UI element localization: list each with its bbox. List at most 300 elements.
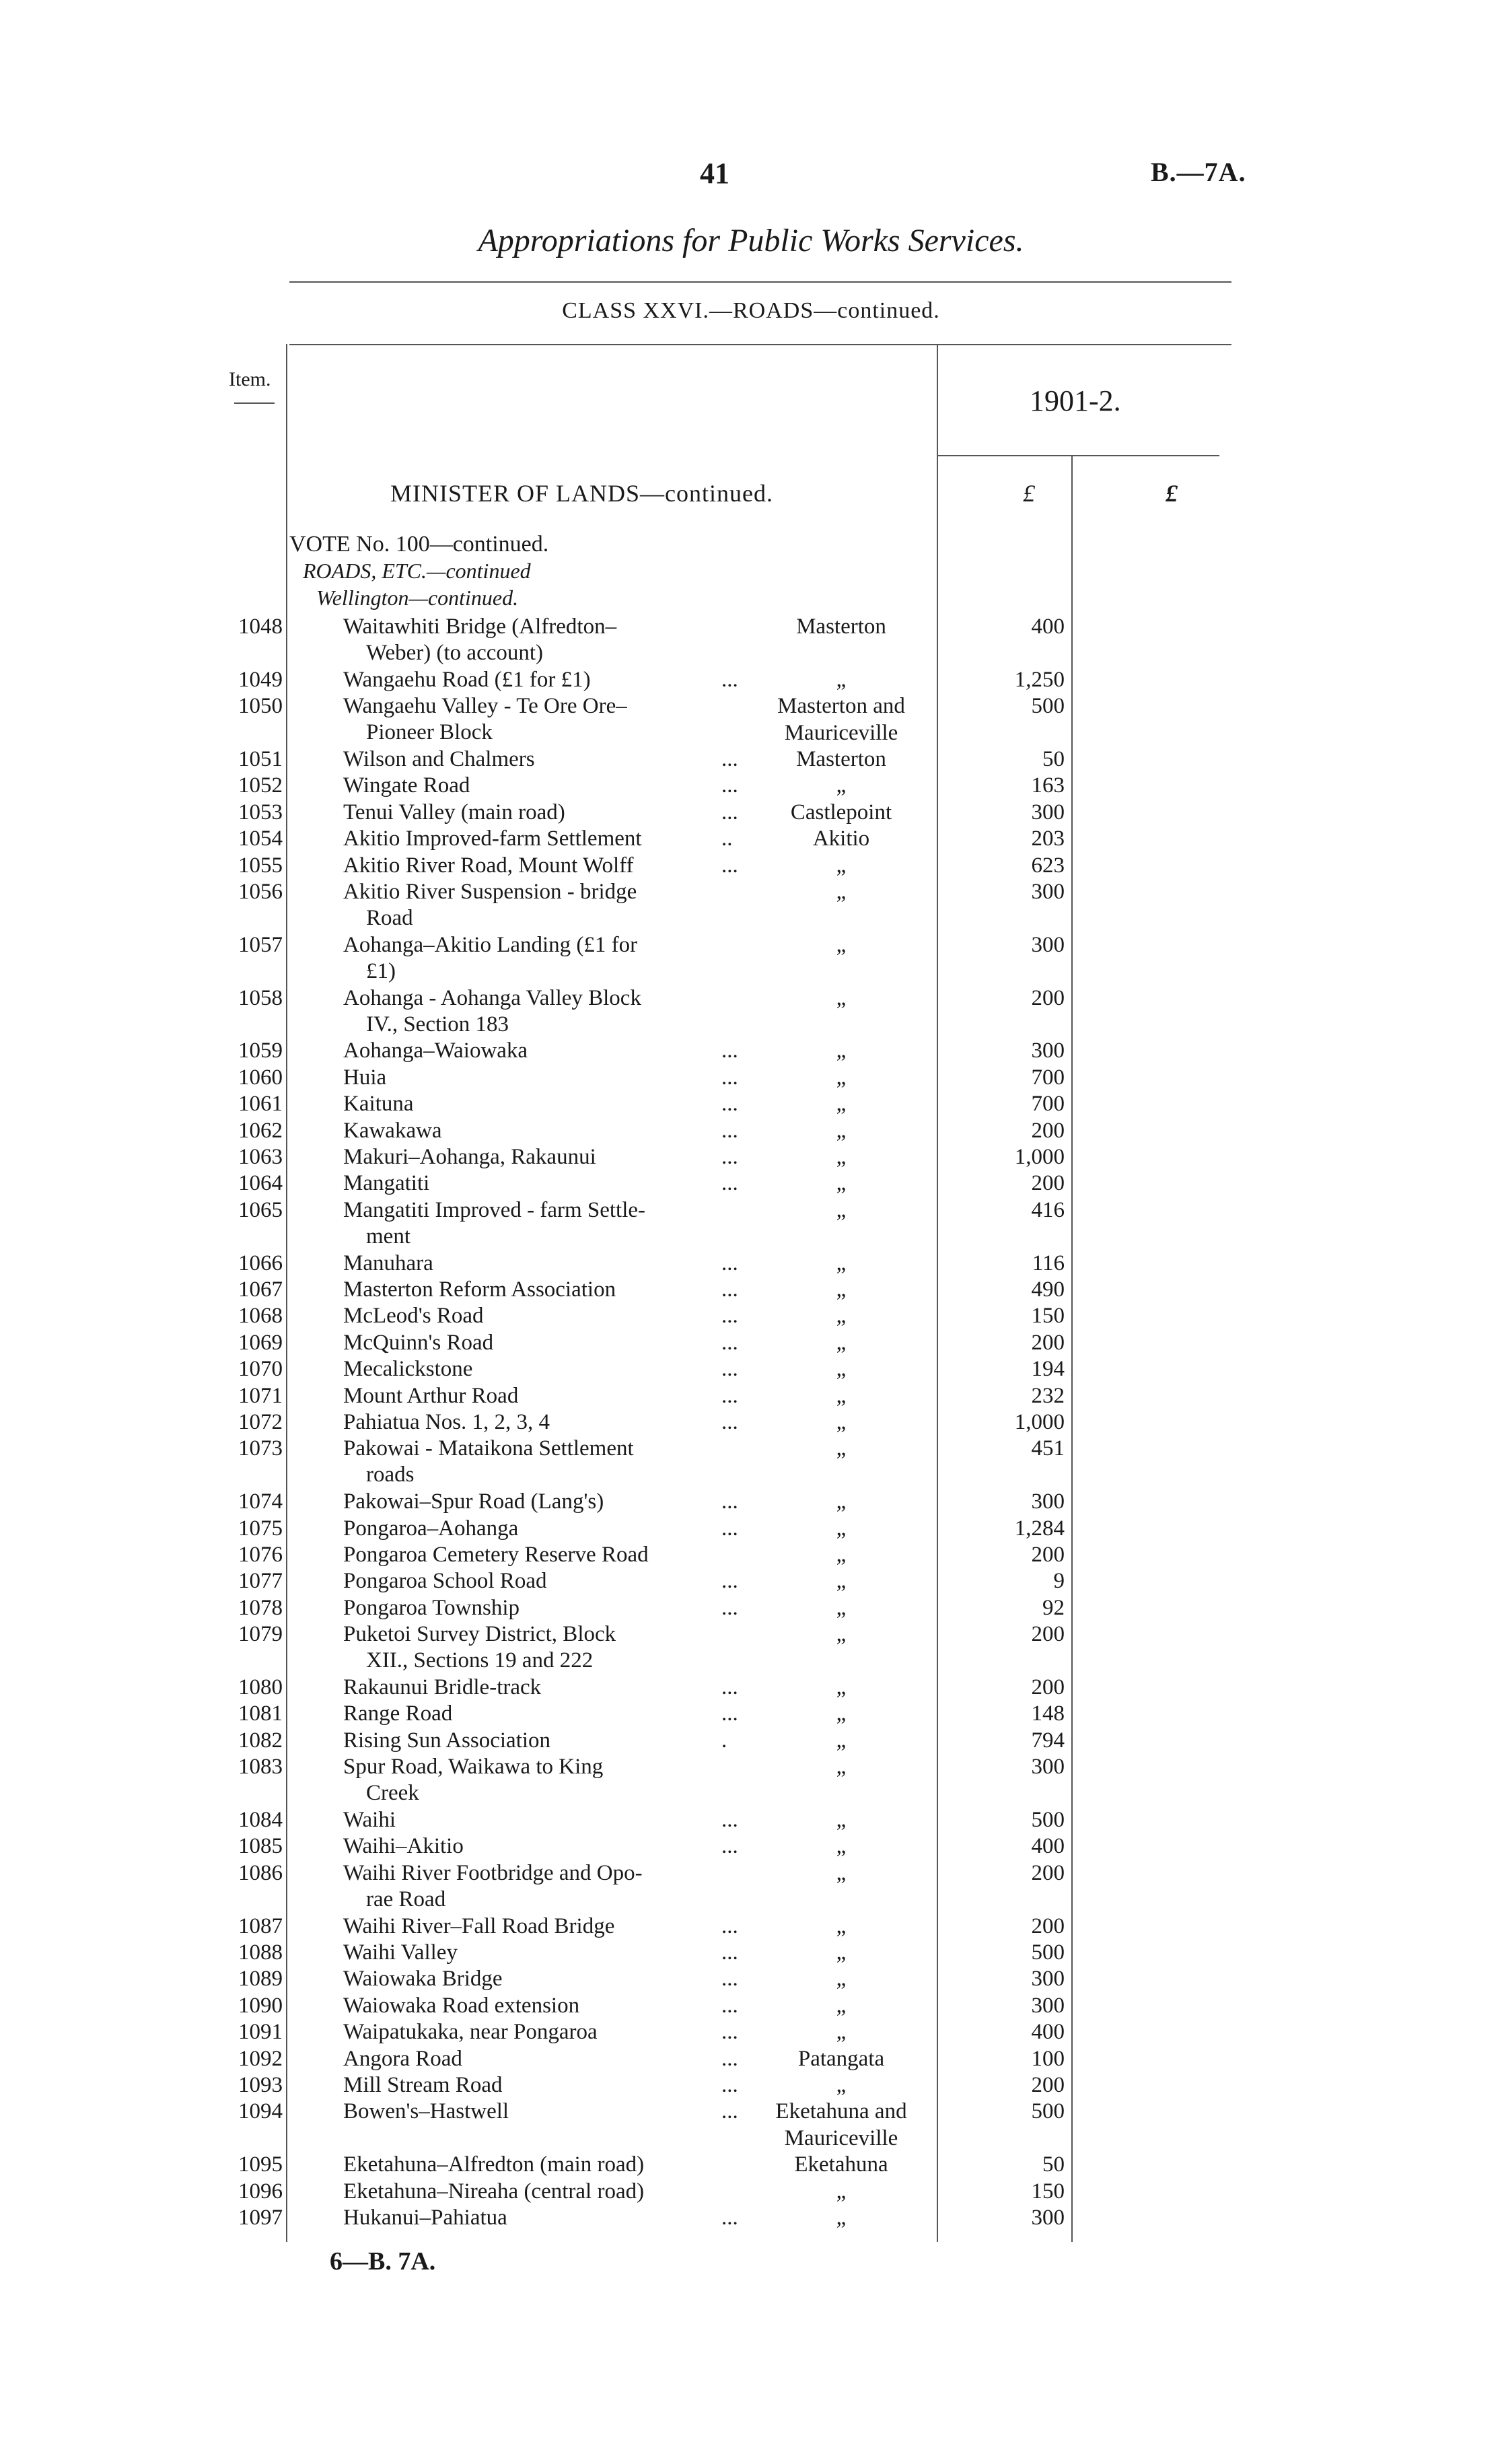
amount: 50 <box>1042 2152 1065 2177</box>
electoral-district-line-2: Mauriceville <box>784 2125 898 2150</box>
electoral-district: „ <box>836 1065 847 1090</box>
leader-dots: ... <box>721 1675 738 1699</box>
item-description <box>343 1251 754 1277</box>
item-number: 1092 <box>238 2046 283 2071</box>
item-description <box>343 1516 754 1542</box>
leader-dots: ... <box>721 1039 738 1063</box>
leader-dots: ... <box>721 853 738 878</box>
description-line-1: Wangaehu Valley - Te Ore Ore– <box>343 694 627 719</box>
leader-dots: ... <box>721 1516 738 1541</box>
leader-dots: ... <box>721 800 738 824</box>
electoral-district: Eketahuna <box>794 2152 888 2177</box>
item-number: 1059 <box>238 1039 283 1063</box>
item-number: 1063 <box>238 1145 283 1169</box>
item-number: 1096 <box>238 2179 283 2204</box>
class-heading: CLASS XXVI.—ROADS—continued. <box>562 298 940 323</box>
amount: 451 <box>1031 1436 1065 1461</box>
leader-dots: ... <box>721 1808 738 1832</box>
item-description <box>343 1436 754 1488</box>
item-description <box>343 1701 754 1727</box>
description-line-1: Pongaroa–Aohanga <box>343 1516 519 1541</box>
description-line-2: Pioneer Block <box>366 720 493 745</box>
item-description <box>343 2099 754 2125</box>
item-number: 1070 <box>238 1357 283 1382</box>
electoral-district: „ <box>836 1410 847 1434</box>
description-line-1: Eketahuna–Alfredton (main road) <box>343 2152 645 2177</box>
item-description <box>343 2205 754 2231</box>
amount: 300 <box>1031 880 1065 904</box>
description-line-1: Rising Sun Association <box>343 1728 551 1753</box>
electoral-district: „ <box>836 1145 847 1169</box>
item-number: 1062 <box>238 1118 283 1143</box>
item-description <box>343 1197 754 1250</box>
description-line-1: Mill Stream Road <box>343 2073 503 2097</box>
description-line-2: rae Road <box>366 1887 446 1911</box>
description-line-1: Manuhara <box>343 1251 433 1275</box>
item-number: 1083 <box>238 1755 283 1780</box>
leader-dots: ... <box>721 1940 738 1965</box>
item-description <box>343 693 754 746</box>
item-number: 1068 <box>238 1304 283 1329</box>
item-description <box>343 1595 754 1621</box>
leader-dots: ... <box>721 1701 738 1726</box>
leader-dots: ... <box>721 1145 738 1169</box>
item-description <box>343 1728 754 1754</box>
description-line-1: Tenui Valley (main road) <box>343 800 565 824</box>
amount: 116 <box>1032 1251 1065 1275</box>
description-line-2: Creek <box>366 1781 419 1806</box>
leader-dots: ... <box>721 1489 738 1514</box>
item-description <box>343 1966 754 1992</box>
item-description <box>343 667 754 693</box>
electoral-district: Patangata <box>797 2046 885 2071</box>
item-description <box>343 1542 754 1568</box>
item-number: 1097 <box>238 2206 283 2230</box>
leader-dots: ... <box>721 1967 738 1992</box>
item-number: 1054 <box>238 826 283 851</box>
amount: 400 <box>1031 614 1065 639</box>
electoral-district: Eketahuna and <box>775 2099 907 2124</box>
item-number: 1064 <box>238 1171 283 1196</box>
description-line-1: Masterton Reform Association <box>343 1277 616 1302</box>
amount-column-rule <box>1071 455 1073 2242</box>
item-description <box>343 746 754 773</box>
item-description <box>343 1675 754 1701</box>
electoral-district: „ <box>836 1834 847 1859</box>
item-number: 1049 <box>238 667 283 692</box>
item-number: 1050 <box>238 694 283 719</box>
leader-dots: ... <box>721 667 738 692</box>
description-line-1: Pahiatua Nos. 1, 2, 3, 4 <box>343 1410 550 1434</box>
item-number: 1091 <box>238 2020 283 2045</box>
electoral-district: „ <box>836 880 847 904</box>
leader-dots: ... <box>721 1993 738 2018</box>
electoral-district: „ <box>836 1171 847 1196</box>
amount: 200 <box>1031 1543 1065 1567</box>
electoral-district: Akitio <box>812 826 870 851</box>
leader-dots: ... <box>721 1092 738 1117</box>
item-description <box>343 932 754 985</box>
electoral-district: „ <box>836 1383 847 1408</box>
item-number: 1079 <box>238 1622 283 1647</box>
amount: 623 <box>1031 853 1065 878</box>
description-line-1: Waihi River Footbridge and Opo- <box>343 1860 643 1885</box>
leader-dots: .. <box>721 826 733 851</box>
electoral-district: Masterton and <box>777 694 905 719</box>
item-column-header: Item. <box>229 368 271 390</box>
electoral-district-line-2: Mauriceville <box>784 720 898 745</box>
item-number: 1057 <box>238 932 283 957</box>
item-description <box>343 2152 754 2178</box>
item-description <box>343 1833 754 1860</box>
description-line-1: Waihi River–Fall Road Bridge <box>343 1913 615 1938</box>
item-description <box>343 1303 754 1329</box>
header-rule <box>289 344 1231 345</box>
amount: 50 <box>1042 747 1065 771</box>
amount: 200 <box>1031 1622 1065 1647</box>
description-line-1: Wilson and Chalmers <box>343 747 535 771</box>
description-line-1: Waihi–Akitio <box>343 1834 464 1859</box>
leader-dots: ... <box>721 1304 738 1329</box>
amount: 100 <box>1031 2046 1065 2071</box>
amount: 500 <box>1031 1940 1065 1965</box>
amount: 9 <box>1053 1569 1065 1594</box>
item-description <box>343 1356 754 1382</box>
description-line-1: Makuri–Aohanga, Rakaunui <box>343 1145 596 1169</box>
year-header: 1901-2. <box>1030 384 1121 417</box>
item-number: 1089 <box>238 1967 283 1992</box>
leader-dots: ... <box>721 1065 738 1090</box>
page-number: 41 <box>700 157 729 190</box>
amount: 300 <box>1031 932 1065 957</box>
amount: 148 <box>1031 1701 1065 1726</box>
year-subrule <box>937 455 1219 456</box>
region-subheading: Wellington—continued. <box>316 586 519 610</box>
amount: 400 <box>1031 1834 1065 1859</box>
leader-dots: ... <box>721 2206 738 2230</box>
item-description <box>343 1754 754 1806</box>
electoral-district: „ <box>836 932 847 957</box>
electoral-district: „ <box>836 1675 847 1699</box>
description-line-1: Hukanui–Pahiatua <box>343 2206 507 2230</box>
item-column-rule <box>286 344 287 2242</box>
item-description <box>343 1940 754 1966</box>
electoral-district: „ <box>836 1330 847 1355</box>
description-line-1: Bowen's–Hastwell <box>343 2099 509 2124</box>
amount: 300 <box>1031 1039 1065 1063</box>
leader-dots: ... <box>721 2046 738 2071</box>
item-number: 1090 <box>238 1993 283 2018</box>
description-line-1: Waipatukaka, near Pongaroa <box>343 2020 598 2045</box>
description-line-1: Spur Road, Waikawa to King <box>343 1755 604 1780</box>
item-description <box>343 853 754 879</box>
amount: 416 <box>1031 1197 1065 1222</box>
amount: 500 <box>1031 1808 1065 1832</box>
item-description <box>343 800 754 826</box>
electoral-district: „ <box>836 1967 847 1992</box>
amount: 200 <box>1031 1330 1065 1355</box>
minister-heading: MINISTER OF LANDS—continued. <box>390 480 773 507</box>
item-description <box>343 826 754 852</box>
item-description <box>343 1621 754 1674</box>
leader-dots: ... <box>721 1834 738 1859</box>
amount: 700 <box>1031 1065 1065 1090</box>
item-number: 1093 <box>238 2073 283 2097</box>
electoral-district: „ <box>836 1197 847 1222</box>
description-line-1: Wangaehu Road (£1 for £1) <box>343 667 591 692</box>
description-line-1: Aohanga–Waiowaka <box>343 1039 528 1063</box>
item-number: 1048 <box>238 614 283 639</box>
amount: 300 <box>1031 1755 1065 1780</box>
amount: 300 <box>1031 1489 1065 1514</box>
item-number: 1078 <box>238 1595 283 1620</box>
amount: 500 <box>1031 2099 1065 2124</box>
amount: 500 <box>1031 694 1065 719</box>
item-description <box>343 1144 754 1170</box>
description-line-1: Mangatiti Improved - farm Settle- <box>343 1197 646 1222</box>
leader-dots: ... <box>721 2073 738 2097</box>
amount: 200 <box>1031 985 1065 1010</box>
description-line-2: £1) <box>366 958 396 983</box>
electoral-district: „ <box>836 1277 847 1302</box>
description-line-1: Mangatiti <box>343 1171 430 1196</box>
description-line-1: Aohanga - Aohanga Valley Block <box>343 985 641 1010</box>
item-number: 1053 <box>238 800 283 824</box>
electoral-district: „ <box>836 1808 847 1832</box>
pound-column-2: £ <box>1166 480 1178 507</box>
leader-dots: ... <box>721 1913 738 1938</box>
amount: 300 <box>1031 800 1065 824</box>
item-number: 1077 <box>238 1569 283 1594</box>
district-column-rule <box>937 344 938 2242</box>
item-description <box>343 1118 754 1144</box>
description-line-1: Waitawhiti Bridge (Alfredton– <box>343 614 617 639</box>
item-number: 1061 <box>238 1092 283 1117</box>
leader-dots: ... <box>721 1251 738 1275</box>
item-number: 1087 <box>238 1913 283 1938</box>
description-line-2: Road <box>366 906 413 930</box>
amount: 150 <box>1031 2179 1065 2204</box>
electoral-district: „ <box>836 2206 847 2230</box>
electoral-district: Masterton <box>796 614 886 639</box>
top-rule <box>289 281 1231 283</box>
item-description <box>343 2046 754 2072</box>
amount: 400 <box>1031 2020 1065 2045</box>
item-description <box>343 1993 754 2019</box>
description-line-1: McLeod's Road <box>343 1304 484 1329</box>
description-line-1: Pongaroa Township <box>343 1595 520 1620</box>
pound-column-1: £ <box>1023 480 1035 507</box>
item-number: 1060 <box>238 1065 283 1090</box>
description-line-1: Rakaunui Bridle-track <box>343 1675 542 1699</box>
description-line-1: Wingate Road <box>343 773 470 798</box>
item-number: 1071 <box>238 1383 283 1408</box>
leader-dots: ... <box>721 1410 738 1434</box>
description-line-1: Waihi Valley <box>343 1940 458 1965</box>
electoral-district: Masterton <box>796 747 886 771</box>
leader-dots: ... <box>721 1569 738 1594</box>
item-number: 1094 <box>238 2099 283 2124</box>
leader-dots: ... <box>721 1595 738 1620</box>
amount: 194 <box>1031 1357 1065 1382</box>
amount: 794 <box>1031 1728 1065 1753</box>
item-number: 1076 <box>238 1543 283 1567</box>
item-number: 1052 <box>238 773 283 798</box>
electoral-district: „ <box>836 1092 847 1117</box>
item-description <box>343 1091 754 1117</box>
amount: 300 <box>1031 1993 1065 2018</box>
item-number: 1069 <box>238 1330 283 1355</box>
amount: 300 <box>1031 1967 1065 1992</box>
document-title: Appropriations for Public Works Services. <box>478 223 1024 258</box>
item-number: 1080 <box>238 1675 283 1699</box>
amount: 232 <box>1031 1383 1065 1408</box>
amount: 490 <box>1031 1277 1065 1302</box>
description-line-1: Mount Arthur Road <box>343 1383 519 1408</box>
item-header-dash <box>234 402 275 404</box>
item-number: 1051 <box>238 747 283 771</box>
description-line-1: Akitio River Road, Mount Wolff <box>343 853 634 878</box>
amount: 300 <box>1031 2206 1065 2230</box>
amount: 200 <box>1031 1171 1065 1196</box>
description-line-1: Mecalickstone <box>343 1357 473 1382</box>
description-line-1: Pongaroa School Road <box>343 1569 547 1594</box>
electoral-district: „ <box>836 853 847 878</box>
leader-dots: ... <box>721 1118 738 1143</box>
electoral-district: „ <box>836 1118 847 1143</box>
description-line-2: Weber) (to account) <box>366 641 544 665</box>
amount: 163 <box>1031 773 1065 798</box>
item-description <box>343 879 754 931</box>
item-number: 1088 <box>238 1940 283 1965</box>
roads-subheading: ROADS, ETC.—continued <box>303 559 531 583</box>
electoral-district: „ <box>836 667 847 692</box>
description-line-1: Puketoi Survey District, Block <box>343 1622 616 1647</box>
electoral-district: Castlepoint <box>790 800 892 824</box>
amount: 200 <box>1031 1118 1065 1143</box>
item-description <box>343 773 754 799</box>
item-description <box>343 1065 754 1091</box>
description-line-1: Angora Road <box>343 2046 462 2071</box>
item-number: 1085 <box>238 1834 283 1859</box>
description-line-1: Kaituna <box>343 1092 414 1117</box>
amount: 200 <box>1031 1675 1065 1699</box>
electoral-district: „ <box>836 1516 847 1541</box>
item-number: 1075 <box>238 1516 283 1541</box>
description-line-1: Range Road <box>343 1701 453 1726</box>
electoral-district: „ <box>836 1436 847 1461</box>
description-line-2: XII., Sections 19 and 222 <box>366 1648 594 1673</box>
item-description <box>343 2019 754 2045</box>
item-description <box>343 1038 754 1064</box>
electoral-district: „ <box>836 1701 847 1726</box>
leader-dots: . <box>721 1728 727 1753</box>
leader-dots: ... <box>721 1171 738 1196</box>
amount: 200 <box>1031 1913 1065 1938</box>
amount: 1,284 <box>1014 1516 1065 1541</box>
item-number: 1065 <box>238 1197 283 1222</box>
leader-dots: ... <box>721 1330 738 1355</box>
description-line-1: Waihi <box>343 1808 396 1832</box>
amount: 150 <box>1031 1304 1065 1329</box>
electoral-district: „ <box>836 1251 847 1275</box>
electoral-district: „ <box>836 1940 847 1965</box>
leader-dots: ... <box>721 747 738 771</box>
item-description <box>343 1277 754 1303</box>
description-line-1: Kawakawa <box>343 1118 442 1143</box>
electoral-district: „ <box>836 1728 847 1753</box>
item-number: 1072 <box>238 1410 283 1434</box>
item-description <box>343 1568 754 1594</box>
electoral-district: „ <box>836 1304 847 1329</box>
leader-dots: ... <box>721 2099 738 2124</box>
vote-heading: VOTE No. 100—continued. <box>289 532 549 557</box>
item-description <box>343 614 754 666</box>
description-line-2: IV., Section 183 <box>366 1012 509 1036</box>
description-line-1: Waiowaka Road extension <box>343 1993 580 2018</box>
description-line-1: McQuinn's Road <box>343 1330 494 1355</box>
item-description <box>343 2179 754 2205</box>
electoral-district: „ <box>836 1569 847 1594</box>
description-line-1: Akitio River Suspension - bridge <box>343 880 637 904</box>
footer-signature: 6—B. 7A. <box>330 2247 436 2276</box>
description-line-1: Huia <box>343 1065 387 1090</box>
amount: 1,000 <box>1014 1145 1065 1169</box>
item-number: 1073 <box>238 1436 283 1461</box>
electoral-district: „ <box>836 1543 847 1567</box>
electoral-district: „ <box>836 1993 847 2018</box>
item-number: 1074 <box>238 1489 283 1514</box>
electoral-district: „ <box>836 1860 847 1885</box>
item-description <box>343 1860 754 1913</box>
item-number: 1086 <box>238 1860 283 1885</box>
electoral-district: „ <box>836 1489 847 1514</box>
amount: 700 <box>1031 1092 1065 1117</box>
amount: 1,000 <box>1014 1410 1065 1434</box>
description-line-1: Pongaroa Cemetery Reserve Road <box>343 1543 649 1567</box>
amount: 203 <box>1031 826 1065 851</box>
electoral-district: „ <box>836 1595 847 1620</box>
item-number: 1084 <box>238 1808 283 1832</box>
description-line-1: Aohanga–Akitio Landing (£1 for <box>343 932 638 957</box>
electoral-district: „ <box>836 1913 847 1938</box>
electoral-district: „ <box>836 2073 847 2097</box>
item-number: 1055 <box>238 853 283 878</box>
item-number: 1067 <box>238 1277 283 1302</box>
description-line-1: Pakowai - Mataikona Settlement <box>343 1436 634 1461</box>
description-line-1: Pakowai–Spur Road (Lang's) <box>343 1489 604 1514</box>
item-description <box>343 1489 754 1515</box>
electoral-district: „ <box>836 2179 847 2204</box>
item-description <box>343 985 754 1038</box>
item-description <box>343 1913 754 1940</box>
paper-reference: B.—7A. <box>1151 157 1246 187</box>
item-number: 1095 <box>238 2152 283 2177</box>
item-description <box>343 1330 754 1356</box>
item-description <box>343 1170 754 1197</box>
item-number: 1056 <box>238 880 283 904</box>
amount: 1,250 <box>1014 667 1065 692</box>
leader-dots: ... <box>721 773 738 798</box>
electoral-district: „ <box>836 773 847 798</box>
item-description <box>343 2072 754 2099</box>
description-line-2: roads <box>366 1463 415 1487</box>
item-number: 1058 <box>238 985 283 1010</box>
electoral-district: „ <box>836 1357 847 1382</box>
description-line-1: Eketahuna–Nireaha (central road) <box>343 2179 645 2204</box>
item-description <box>343 1383 754 1409</box>
amount: 200 <box>1031 2073 1065 2097</box>
